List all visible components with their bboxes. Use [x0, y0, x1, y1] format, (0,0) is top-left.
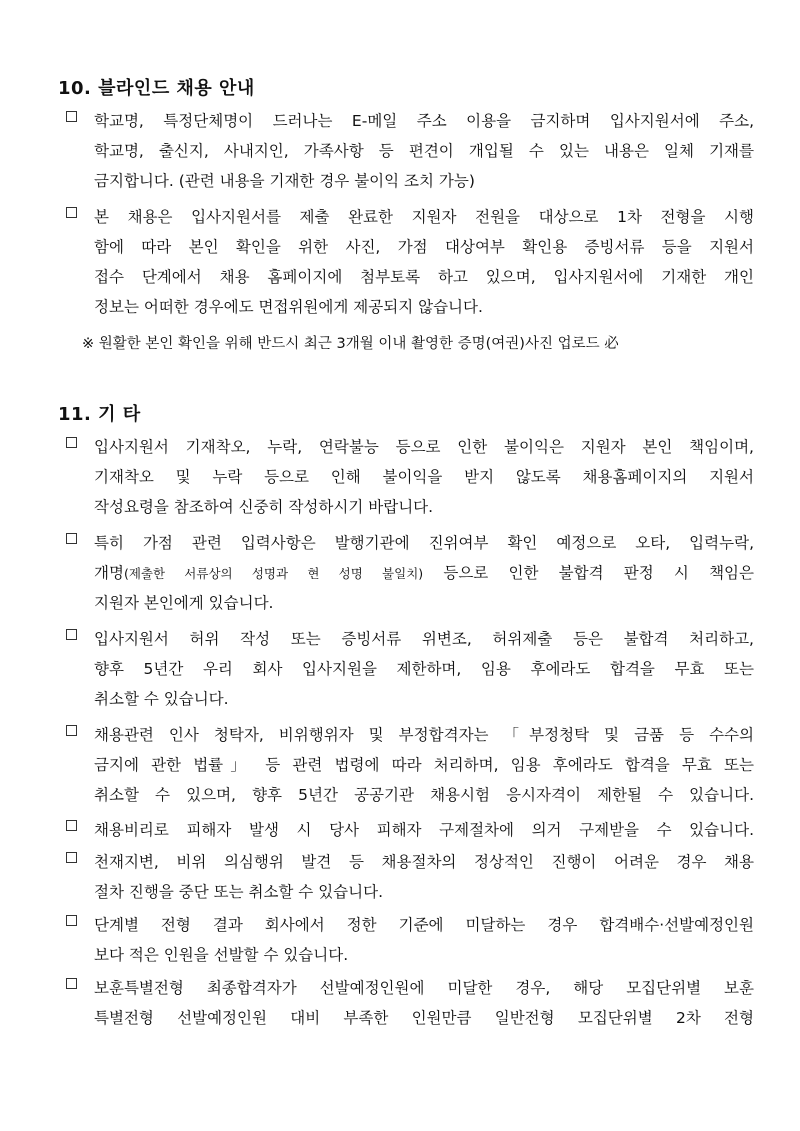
item-text-line: 보다 적은 인원을 선발할 수 있습니다. — [94, 946, 349, 964]
item-text-line: 기재착오 및 누락 등으로 인해 불이익을 받지 않도록 채용홈페이지의 지원서 — [94, 468, 754, 486]
item-text-line-with-note — [94, 558, 754, 588]
item-text-line: 특별전형 선발예정인원 대비 부족한 인원만큼 일반전형 모집단위별 2차 전형 — [94, 1009, 754, 1027]
list-item — [66, 624, 756, 714]
section-title-others: 11. 기 타 — [58, 404, 141, 425]
list-item — [66, 910, 756, 970]
item-text-line: 지원자 본인에게 있습니다. — [94, 594, 274, 612]
item-text-line: 절차 진행을 중단 또는 취소할 수 있습니다. — [94, 883, 384, 901]
item-text-continuation: 등으로 인한 불합격 판정 시 책임은 — [423, 564, 754, 582]
checkbox-bullet-icon — [66, 629, 77, 640]
checkbox-bullet-icon — [66, 111, 77, 122]
item-text-line: 본 채용은 입사지원서를 제출 완료한 지원자 전원을 대상으로 1차 전형을 시행 — [94, 208, 754, 226]
list-item — [66, 973, 756, 1033]
checkbox-bullet-icon — [66, 533, 77, 544]
checkbox-bullet-icon — [66, 725, 77, 736]
item-text-line: 단계별 전형 결과 회사에서 정한 기준에 미달하는 경우 합격배수·선발예정인원 — [94, 916, 754, 934]
item-text-line: 특히 가점 관련 입력사항은 발행기관에 진위여부 확인 예정으로 오타, 입력누락, — [94, 534, 754, 552]
list-item — [66, 720, 756, 810]
list-item — [66, 528, 756, 618]
item-text-line: 금지에 관한 법률」 등 관련 법령에 따라 처리하며, 임용 후에라도 합격을 무효 또는 — [94, 756, 754, 774]
item-text-line: 금지합니다. (관련 내용을 기재한 경우 불이익 조치 가능) — [94, 172, 475, 190]
list-item — [66, 202, 756, 322]
item-text-line: 취소할 수 있습니다. — [94, 690, 229, 708]
list-item — [66, 432, 756, 522]
item-text-line: 입사지원서 기재착오, 누락, 연락불능 등으로 인한 불이익은 지원자 본인 책임이며, — [94, 438, 754, 456]
list-item — [66, 815, 756, 845]
item-text-line: 천재지변, 비위 의심행위 발견 등 채용절차의 정상적인 진행이 어려운 경우 채용 — [94, 853, 754, 871]
list-item — [66, 106, 756, 196]
checkbox-bullet-icon — [66, 437, 77, 448]
section-title-blind-recruitment: 10. 블라인드 채용 안내 — [58, 78, 255, 99]
name-mismatch-note: (제출한 서류상의 성명과 현 성명 불일치) — [123, 566, 424, 581]
list-item — [66, 847, 756, 907]
checkbox-bullet-icon — [66, 852, 77, 863]
checkbox-bullet-icon — [66, 978, 77, 989]
item-text-line: 정보는 어떠한 경우에도 면접위원에게 제공되지 않습니다. — [94, 298, 483, 316]
checkbox-bullet-icon — [66, 915, 77, 926]
item-text-line: 취소할 수 있으며, 향후 5년간 공공기관 채용시험 응시자격이 제한될 수 있습니다. — [94, 786, 754, 804]
item-text-line: 채용관련 인사 청탁자, 비위행위자 및 부정합격자는 「부정청탁 및 금품 등 수수의 — [94, 726, 754, 744]
item-text-line: 향후 5년간 우리 회사 입사지원을 제한하며, 임용 후에라도 합격을 무효 또는 — [94, 660, 754, 678]
item-text-line: 작성요령을 참조하여 신중히 작성하시기 바랍니다. — [94, 498, 434, 516]
item-text-line: 학교명, 출신지, 사내지인, 가족사항 등 편견이 개입될 수 있는 내용은 일체 기재를 — [94, 142, 754, 160]
photo-upload-note: ※ 원활한 본인 확인을 위해 반드시 최근 3개월 이내 촬영한 증명(여권)사진 업로드 必 — [82, 336, 619, 352]
checkbox-bullet-icon — [66, 207, 77, 218]
item-text-line: 학교명, 특정단체명이 드러나는 E-메일 주소 이용을 금지하며 입사지원서에 주소, — [94, 112, 754, 130]
item-text-line: 채용비리로 피해자 발생 시 당사 피해자 구제절차에 의거 구제받을 수 있습니다. — [94, 821, 754, 839]
item-text-line: 접수 단계에서 채용 홈페이지에 첨부토록 하고 있으며, 입사지원서에 기재한 개인 — [94, 268, 754, 286]
checkbox-bullet-icon — [66, 820, 77, 831]
item-text-line: 보훈특별전형 최종합격자가 선발예정인원에 미달한 경우, 해당 모집단위별 보훈 — [94, 979, 754, 997]
rename-label: 개명 — [94, 564, 124, 582]
item-text-line: 함에 따라 본인 확인을 위한 사진, 가점 대상여부 확인용 증빙서류 등을 지원서 — [94, 238, 754, 256]
item-text-line: 입사지원서 허위 작성 또는 증빙서류 위변조, 허위제출 등은 불합격 처리하고, — [94, 630, 754, 648]
